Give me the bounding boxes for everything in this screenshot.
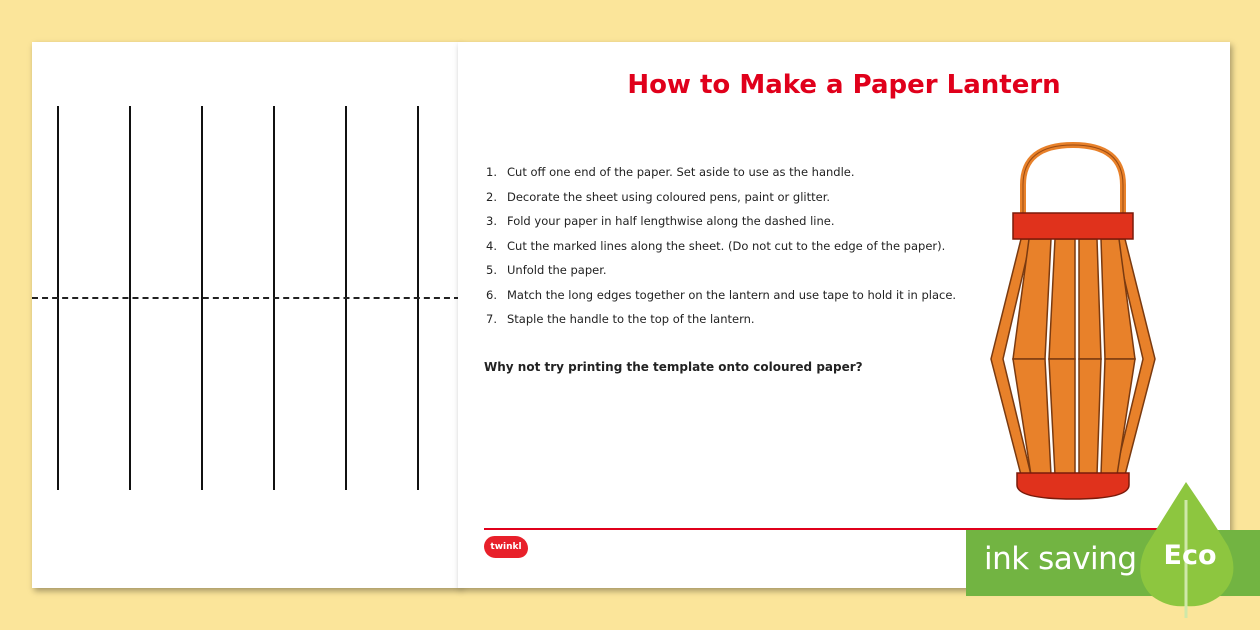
step-text: Decorate the sheet using coloured pens, paint or glitter.	[507, 189, 831, 204]
page-title: How to Make a Paper Lantern	[627, 70, 1061, 100]
list-item	[486, 238, 966, 263]
list-item	[486, 262, 966, 287]
step-text: Cut off one end of the paper. Set aside to use as the handle.	[507, 165, 855, 179]
template-sheet	[32, 42, 460, 588]
twinkl-logo: twinkl	[484, 536, 528, 558]
step-text: Unfold the paper.	[507, 263, 607, 277]
step-number: 7.	[486, 312, 497, 326]
ink-saving-label: ink saving	[984, 541, 1137, 577]
step-number: 3.	[486, 214, 497, 228]
list-item	[486, 189, 966, 214]
list-item	[486, 311, 966, 336]
step-text: Staple the handle to the top of the lantern.	[507, 312, 755, 326]
fold-dashed-line	[32, 297, 460, 299]
step-number: 4.	[486, 238, 497, 253]
step-number: 2.	[486, 189, 497, 204]
step-number: 5.	[486, 263, 497, 277]
instruction-steps	[486, 164, 966, 336]
step-number: 6.	[486, 287, 497, 302]
list-item	[486, 164, 966, 189]
step-text: Fold your paper in half lengthwise along the dashed line.	[507, 214, 835, 228]
step-text: Cut the marked lines along the sheet. (Do not cut to the edge of the paper).	[507, 238, 946, 253]
step-number: 1.	[486, 165, 497, 179]
eco-label: Eco	[1163, 540, 1217, 571]
instruction-sheet	[458, 42, 1230, 588]
list-item	[486, 287, 966, 312]
list-item	[486, 213, 966, 238]
tip-text: Why not try printing the template onto coloured paper?	[484, 360, 863, 374]
step-text: Match the long edges together on the lantern and use tape to hold it in place.	[507, 287, 957, 302]
paper-lantern-illustration	[983, 137, 1163, 502]
